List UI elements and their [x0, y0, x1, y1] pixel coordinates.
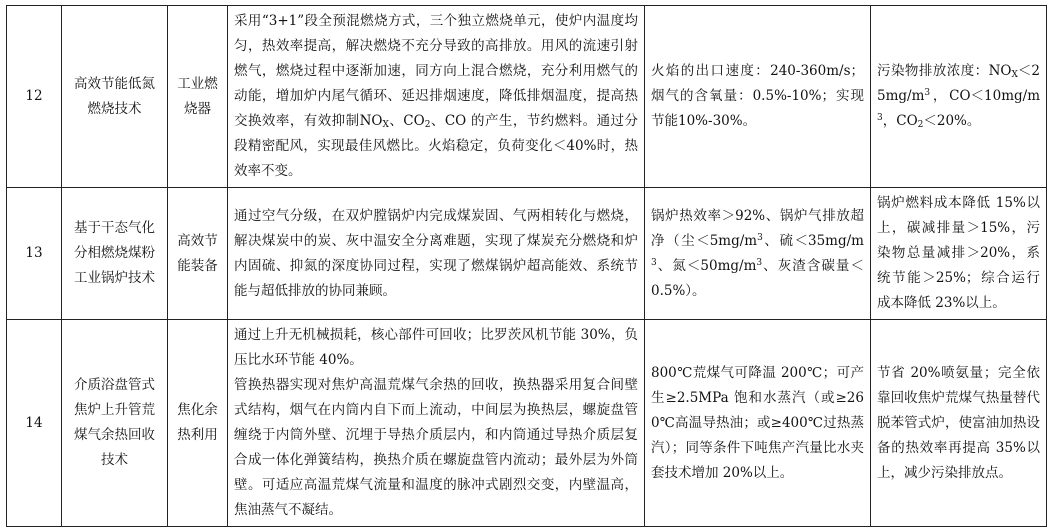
- technology-category: 工业燃烧器: [168, 6, 228, 188]
- technology-description: 采用“3+1”段全预混燃烧方式，三个独立燃烧单元，使炉内温度均匀，热效率提高，解决燃烧不充分导致的高排放。用风的流速引射燃气，燃烧过程中逐渐加速，同方向上混合燃烧，充分利用燃气的动能，增加炉内尾气循环、延迟排烟速度，降低排烟温度，提高热交换效率，有效抑制$NO_X$、$CO_2$、CO 的产生，节约燃料。通过分段精密配风，实现最佳风燃比。火焰稳定，负荷变化＜40%时，热效率不变。: [228, 6, 645, 188]
- description-paragraph: 管换热器实现对焦炉高温荒煤气余热的回收，换热器采用复合间壁式结构，烟气在内筒内自下而上流动，中间层为换热层，螺旋盘管缠绕于内筒外壁、沉埋于导热介质层内，和内筒通过导热介质层复合成一体化弹簧结构，换热介质在螺旋盘管内流动；最外层为外筒壁。可适应高温荒煤气流量和温度的脉冲式剧烈交变，内壁温高，焦油蒸气不凝结。: [234, 377, 638, 518]
- row-number: 13: [7, 188, 62, 320]
- technology-name: 高效节能低氮燃烧技术: [62, 6, 168, 188]
- technology-name: 介质浴盘管式焦炉上升管荒煤气余热回收技术: [62, 320, 168, 527]
- technical-indicators: 火焰的出口速度：240-360m/s；烟气的含氧量：0.5%-10%；实现节能10%-30%。: [645, 6, 871, 188]
- technology-category: 焦化余热利用: [168, 320, 228, 527]
- effect-description: 锅炉燃料成本降低 15%以上，碳减排量＞15%，污染物总量减排＞20%，系统节能＞25%；综合运行成本降低 23%以上。: [871, 188, 1047, 320]
- description-paragraph: 通过上升无机械损耗，核心部件可回收；比罗茨风机节能 30%，负压比水环节能 40%。: [234, 327, 638, 368]
- technical-indicators: 锅炉热效率＞92%、锅炉气排放超净（尘$<5mg/m^3$、硫$<35mg/m^3$、氮$<50mg/m^3$、灰渣含碳量＜0.5%）。: [645, 188, 871, 320]
- row-number: 12: [7, 6, 62, 188]
- technology-table: [6, 5, 1047, 527]
- technology-name: 基于干态气化分相燃烧煤粉工业锅炉技术: [62, 188, 168, 320]
- technology-category: 高效节能装备: [168, 188, 228, 320]
- table-row: [7, 320, 1047, 527]
- effect-description: 污染物排放浓度：$NO_X<25mg/m^3$，$CO<10mg/m^3$，$CO_2<20\%$。: [871, 6, 1047, 188]
- technology-description: 通过空气分级，在双炉膛锅炉内完成煤炭固、气两相转化与燃烧，解决煤炭中的炭、灰中温安全分离难题，实现了煤炭充分燃烧和炉内固硫、抑氮的深度协同过程，实现了燃煤锅炉超高能效、系统节能与超低排放的协同兼顾。: [228, 188, 645, 320]
- row-number: 14: [7, 320, 62, 527]
- effect-description: 节省 20%喷氨量；完全依靠回收焦炉荒煤气热量替代脱苯管式炉，使富油加热设备的热效率再提高 35%以上，减少污染排放点。: [871, 320, 1047, 527]
- technology-description: [228, 320, 645, 527]
- technical-indicators: 800℃荒煤气可降温 200℃；可产生≥2.5MPa 饱和水蒸汽（或≥260℃高温导热油；或≥400℃过热蒸汽）；同等条件下吨焦产汽量比水夹套技术增加 20%以上。: [645, 320, 871, 527]
- table-row: [7, 6, 1047, 188]
- table-row: [7, 188, 1047, 320]
